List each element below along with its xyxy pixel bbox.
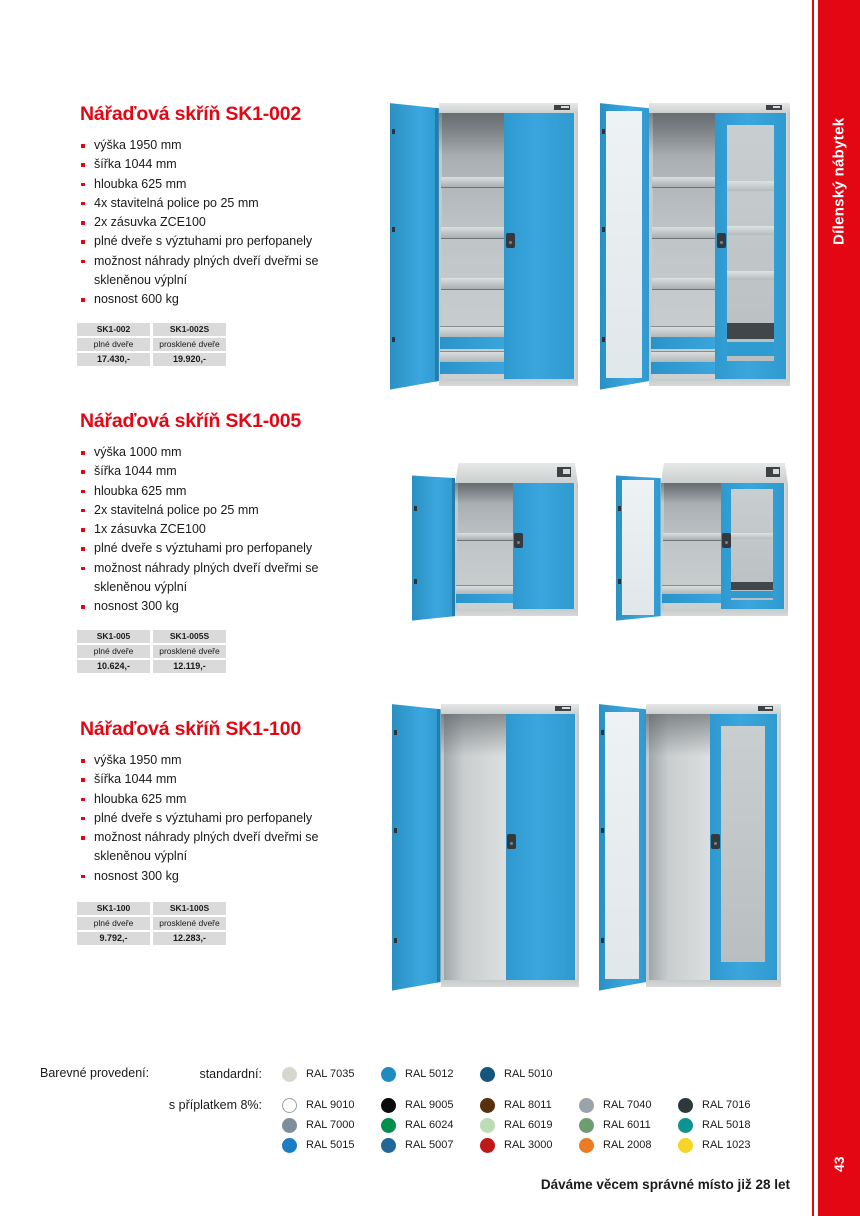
cabinet-part [618,506,621,511]
spec-bullet: výška 1950 mm [80,751,328,770]
cabinet-part [561,106,568,108]
spec-bullet: nosnost 600 kg [80,290,328,309]
cabinet-part [504,113,573,380]
cabinet-part [721,483,784,609]
price-value: 12.283,- [153,932,226,945]
door-type: prosklené dveře [153,645,226,658]
cabinet-open-door [616,474,661,621]
cabinet-part [441,177,504,189]
color-group-label: s příplatkem 8%: [168,1098,262,1112]
spec-bullet: výška 1950 mm [80,136,328,155]
cabinet-part [441,278,504,290]
cabinet-part [439,113,504,380]
color-swatch [282,1098,297,1113]
cabinet-open-door [412,474,455,621]
cabinet-part [651,351,716,362]
price-value: 19.920,- [153,353,226,366]
cabinet-body [439,103,578,386]
page-number: 43 [831,1156,847,1172]
cabinet-part [777,714,781,981]
cabinet-part [721,726,765,962]
cabinet-part [727,342,773,356]
cabinet-door-handle [711,834,720,849]
cabinet-part [457,533,512,541]
cabinet-part [773,469,780,474]
cabinet-part [663,533,720,541]
cabinet-image-sk1-100-glass-doors [599,704,781,987]
ral-color-item [282,1067,381,1082]
spec-bullet: nosnost 300 kg [80,597,328,616]
cabinet-part [727,125,773,361]
sidebar-category-label: Dílenský nábytek [830,117,848,245]
ral-color-item [678,1098,777,1113]
color-swatch-label: RAL 6019 [504,1119,553,1131]
cabinet-part [765,707,772,709]
model-code: SK1-002 [77,323,150,336]
spec-bullet: možnost náhrady plných dveří dveřmi se skleněnou výplní [80,252,328,291]
color-swatch-label: RAL 7035 [306,1068,355,1080]
cabinet-part [394,730,397,735]
ral-color-item [480,1138,579,1153]
ral-color-item [480,1098,579,1113]
spec-bullet: šířka 1044 mm [80,462,328,481]
cabinet-open-door [600,100,649,390]
cabinet-part [575,714,579,981]
cabinet-part [440,326,504,337]
cabinet-part [392,129,395,134]
cabinet-part [786,113,790,380]
cabinet-part [441,714,506,981]
cabinet-part [649,379,790,386]
cabinet-part [758,706,773,710]
color-swatch [282,1118,297,1133]
ral-color-item [678,1138,777,1153]
price-value: 12.119,- [153,660,226,673]
color-swatch-label: RAL 7000 [306,1119,355,1131]
cabinet-image-sk1-002-solid-doors [390,103,578,386]
color-swatch-label: RAL 5018 [702,1119,751,1131]
spec-bullet: možnost náhrady plných dveří dveřmi se skleněnou výplní [80,828,328,867]
spec-bullet: šířka 1044 mm [80,770,328,789]
cabinet-part [562,707,569,709]
spec-bullet: 2x zásuvka ZCE100 [80,213,328,232]
cabinet-part [601,938,604,943]
color-swatch [282,1067,297,1082]
cabinet-part [601,730,604,735]
ral-color-item [282,1138,381,1153]
cabinet-door-handle [514,533,523,548]
ral-color-item [381,1118,480,1133]
door-type: prosklené dveře [153,917,226,930]
cabinet-part [440,362,504,374]
spec-bullet: 1x zásuvka ZCE100 [80,520,328,539]
color-swatch [480,1138,495,1153]
price-value: 9.792,- [77,932,150,945]
cabinet-open-door [392,701,441,991]
cabinet-open-door [599,701,646,991]
cabinet-part [554,105,569,109]
cabinet-door-handle [722,533,731,548]
cabinet-part [392,227,395,232]
cabinet-part [646,980,781,987]
cabinet-part [574,483,578,609]
cabinet-part [727,271,773,280]
cabinet-part [440,351,504,362]
cabinet-part [455,609,578,616]
cabinet-part [661,609,788,616]
cabinet-body [441,704,579,987]
cabinet-part [651,362,716,374]
cabinet-part [649,113,715,156]
cabinet-part [439,113,504,156]
color-swatch-label: RAL 5012 [405,1068,454,1080]
spec-bullet: hloubka 625 mm [80,175,328,194]
spec-bullet: nosnost 300 kg [80,867,328,886]
ral-color-item [282,1118,381,1133]
spec-list [80,136,328,310]
color-swatch-label: RAL 5015 [306,1139,355,1151]
spec-bullet: 2x stavitelná police po 25 mm [80,501,328,520]
price-table [77,630,226,673]
cabinet-part [725,541,728,544]
model-code: SK1-100S [153,902,226,915]
cabinet-part [414,506,417,511]
model-code: SK1-100 [77,902,150,915]
cabinet-part [731,591,773,598]
price-value: 17.430,- [77,353,150,366]
cabinet-part [605,712,639,979]
color-swatch-label: RAL 1023 [702,1139,751,1151]
cabinet-part [651,337,716,349]
color-row [40,1135,777,1155]
cabinet-part [456,585,513,594]
spec-bullet: 4x stavitelná police po 25 mm [80,194,328,213]
cabinet-part [731,489,773,601]
color-swatch-label: RAL 9005 [405,1099,454,1111]
spec-bullet: plné dveře s výztuhami pro perfopanely [80,809,328,828]
color-options-legend [40,1062,788,1158]
cabinet-part [574,113,578,380]
color-swatch [579,1098,594,1113]
cabinet-part [506,714,575,981]
spec-bullet: hloubka 625 mm [80,482,328,501]
cabinet-part [731,533,773,539]
price-table [77,323,226,366]
cabinet-part [727,323,773,340]
cabinet-part [510,842,513,845]
cabinet-part [513,483,574,609]
cabinet-part [651,326,716,337]
product-section-sk1-002 [80,103,380,393]
cabinet-part [766,105,781,109]
color-options-label: Barevné provedení: [40,1066,150,1080]
cabinet-part [414,579,417,584]
cabinet-part [622,480,654,615]
cabinet-part [455,483,513,609]
product-title: Nářaďová skříň SK1-005 [80,410,301,432]
color-swatch-label: RAL 3000 [504,1139,553,1151]
spec-bullet: možnost náhrady plných dveří dveřmi se skleněnou výplní [80,559,328,598]
color-swatch [480,1118,495,1133]
color-swatch [579,1118,594,1133]
product-title: Nářaďová skříň SK1-100 [80,718,301,740]
ral-color-item [579,1138,678,1153]
color-swatch-label: RAL 8011 [504,1099,552,1111]
spec-bullet: šířka 1044 mm [80,155,328,174]
cabinet-image-sk1-100-solid-doors [392,704,579,987]
cabinet-body [661,463,788,616]
color-swatch-label: RAL 2008 [603,1139,652,1151]
color-swatch [480,1098,495,1113]
cabinet-part [441,980,579,987]
cabinet-part [606,111,642,378]
cabinet-part [392,337,395,342]
door-type: plné dveře [77,338,150,351]
model-code: SK1-005 [77,630,150,643]
ral-color-item [579,1098,678,1113]
color-swatch [381,1138,396,1153]
door-type: plné dveře [77,645,150,658]
cabinet-part [455,463,578,484]
product-section-sk1-100 [80,718,380,968]
cabinet-part [394,938,397,943]
cabinet-part [662,594,721,603]
color-swatch-label: RAL 6011 [603,1119,651,1131]
cabinet-part [557,467,571,476]
color-swatch [480,1067,495,1082]
model-code: SK1-005S [153,630,226,643]
spec-list [80,751,328,886]
cabinet-part [441,227,504,239]
door-type: prosklené dveře [153,338,226,351]
spec-bullet: hloubka 625 mm [80,790,328,809]
cabinet-door-handle [506,233,515,248]
product-title: Nářaďová skříň SK1-002 [80,103,301,125]
cabinet-part [517,541,520,544]
spec-bullet: výška 1000 mm [80,443,328,462]
cabinet-part [727,226,773,235]
cabinet-part [439,379,578,386]
cabinet-image-sk1-002-glass-doors [600,103,790,386]
spec-bullet: plné dveře s výztuhami pro perfopanely [80,539,328,558]
cabinet-part [646,714,709,981]
cabinet-part [784,483,788,609]
cabinet-part [455,483,513,503]
color-swatch [381,1118,396,1133]
color-swatch-label: RAL 6024 [405,1119,454,1131]
color-swatch-label: RAL 5010 [504,1068,553,1080]
ral-color-item [381,1098,480,1113]
ral-color-item [678,1118,777,1133]
cabinet-body [646,704,781,987]
cabinet-part [652,278,715,290]
cabinet-part [602,337,605,342]
cabinet-part [555,706,570,710]
color-swatch-label: RAL 7016 [702,1099,751,1111]
cabinet-part [456,594,513,603]
cabinet-part [715,113,785,380]
cabinet-part [440,337,504,349]
cabinet-part [652,227,715,239]
company-tagline: Dáváme věcem správné místo již 28 let [540,1177,790,1192]
price-value: 10.624,- [77,660,150,673]
cabinet-open-door [390,100,439,390]
cabinet-part [652,177,715,189]
cabinet-part [602,227,605,232]
ral-color-item [381,1138,480,1153]
cabinet-part [661,483,721,609]
color-swatch [678,1138,693,1153]
product-section-sk1-005 [80,410,380,700]
spec-bullet: plné dveře s výztuhami pro perfopanely [80,232,328,251]
color-swatch-label: RAL 9010 [306,1099,355,1111]
color-swatch [678,1118,693,1133]
cabinet-image-sk1-005-glass-doors [616,463,788,616]
cabinet-part [563,469,569,474]
cabinet-part [601,828,604,833]
color-swatch-label: RAL 5007 [405,1139,454,1151]
cabinet-part [714,842,717,845]
price-table [77,902,226,945]
cabinet-image-sk1-005-solid-doors [412,463,578,616]
cabinet-part [731,582,773,590]
color-row [40,1064,579,1084]
cabinet-part [441,714,506,757]
ral-color-item [480,1118,579,1133]
cabinet-part [710,714,777,981]
cabinet-part [727,181,773,190]
color-row [40,1115,777,1135]
color-swatch [381,1098,396,1113]
color-row [40,1095,777,1115]
cabinet-body [649,103,790,386]
cabinet-part [766,467,780,476]
door-type: plné dveře [77,917,150,930]
cabinet-part [720,241,723,244]
page-edge-rule [812,0,814,1216]
cabinet-door-handle [717,233,726,248]
cabinet-part [661,483,721,503]
ral-color-item [381,1067,480,1082]
color-swatch [579,1138,594,1153]
cabinet-part [646,714,709,757]
cabinet-part [618,579,621,584]
cabinet-part [649,113,715,380]
ral-color-item [579,1118,678,1133]
ral-color-item [282,1098,381,1113]
model-code: SK1-002S [153,323,226,336]
cabinet-part [394,828,397,833]
cabinet-part [662,585,721,594]
spec-list [80,443,328,617]
cabinet-door-handle [507,834,516,849]
color-swatch-label: RAL 7040 [603,1099,652,1111]
cabinet-part [602,129,605,134]
color-swatch [678,1098,693,1113]
color-swatch [282,1138,297,1153]
color-group-label: standardní: [199,1067,262,1081]
cabinet-part [661,463,788,484]
color-swatch [381,1067,396,1082]
cabinet-part [509,241,512,244]
cabinet-part [773,106,780,108]
cabinet-body [455,463,578,616]
ral-color-item [480,1067,579,1082]
